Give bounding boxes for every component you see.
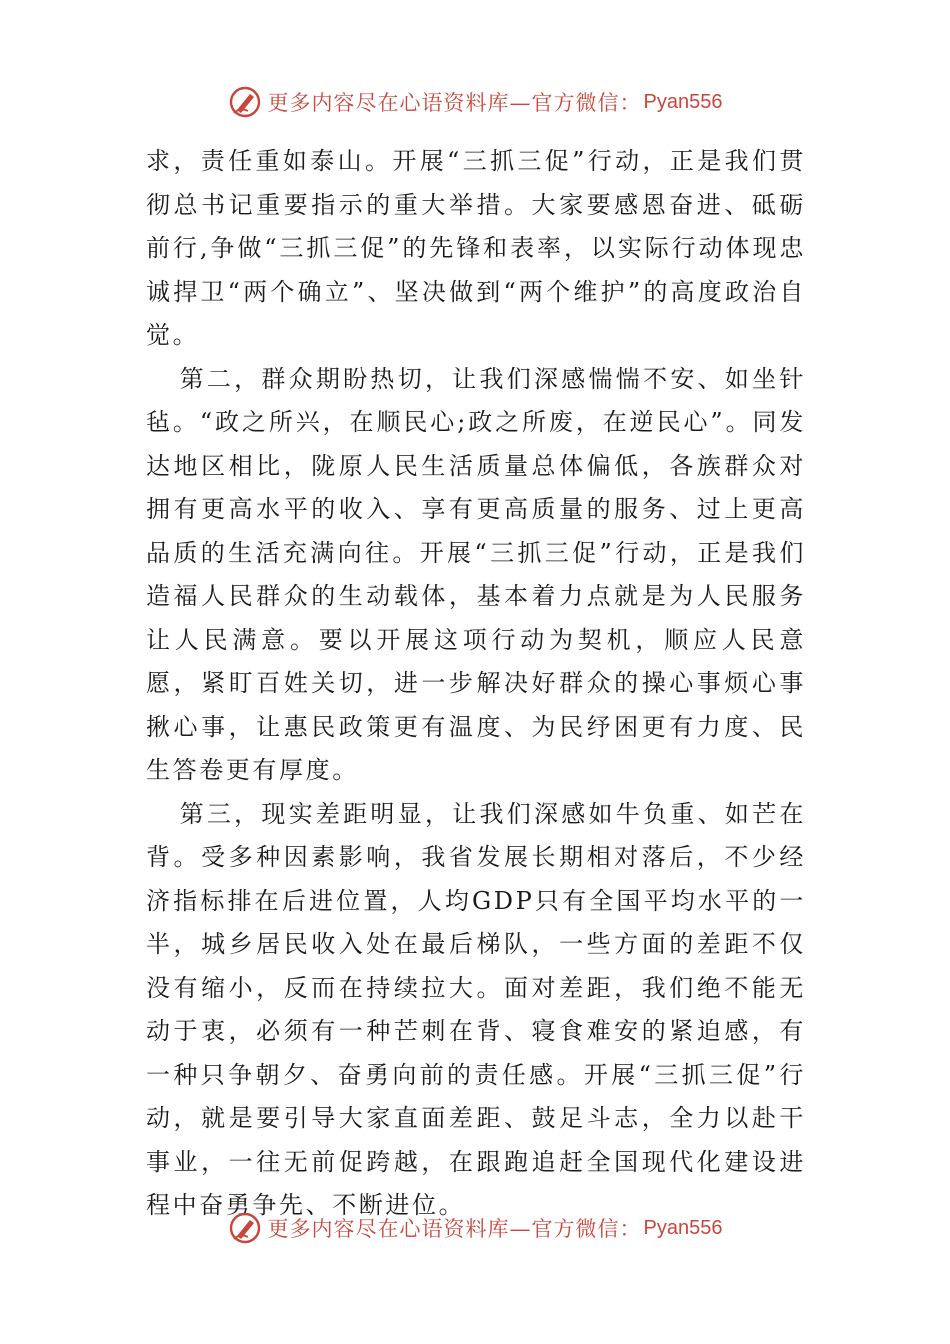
pen-circle-icon	[228, 1211, 262, 1245]
footer-banner	[0, 1208, 950, 1248]
paragraph-continuation: 求，责任重如泰山。开展“三抓三促”行动，正是我们贯彻总书记重要指示的重大举措。大家要感恩奋进、砥砺前行,争做“三抓三促”的先锋和表率，以实际行动体现忠诚捍卫“两个确立”、坚决做到“两个维护”的高度政治自觉。	[146, 147, 806, 349]
header-banner-text: 更多内容尽在心语资料库—官方微信：	[267, 91, 642, 115]
footer-wechat-id: Pyan556	[643, 1216, 723, 1239]
paragraph-second-point: 第二，群众期盼热切，让我们深感惴惴不安、如坐针毡。“政之所兴，在顺民心;政之所废，在逆民心”。同发达地区相比，陇原人民生活质量总体偏低，各族群众对拥有更高水平的收入、享有更高质量的服务、过上更高品质的生活充满向往。开展“三抓三促”行动，正是我们造福人民群众的生动载体，基本着力点就是为人民服务让人民满意。要以开展这项行动为契机，顺应人民意愿，紧盯百姓关切，进一步解决好群众的操心事烦心事揪心事，让惠民政策更有温度、为民纾困更有力度、民生答卷更有厚度。	[146, 364, 806, 784]
paragraph-third-point: 第三，现实差距明显，让我们深感如牛负重、如芒在背。受多种因素影响，我省发展长期相对落后，不少经济指标排在后进位置，人均GDP只有全国平均水平的一半，城乡居民收入处在最后梯队，一些方面的差距不仅没有缩小，反而在持续拉大。面对差距，我们绝不能无动于衷，必须有一种芒刺在背、寝食难安的紧迫感，有一种只争朝夕、奋勇向前的责任感。开展“三抓三促”行动，就是要引导大家直面差距、鼓足斗志，全力以赴干事业，一往无前促跨越，在跟跑追赶全国现代化建设进程中奋勇争先、不断进位。	[146, 799, 806, 1219]
footer-banner-text: 更多内容尽在心语资料库—官方微信：	[267, 1217, 642, 1241]
header-banner	[0, 82, 950, 122]
pen-circle-icon	[228, 85, 262, 119]
document-body	[146, 140, 806, 1228]
header-wechat-id: Pyan556	[643, 90, 723, 113]
